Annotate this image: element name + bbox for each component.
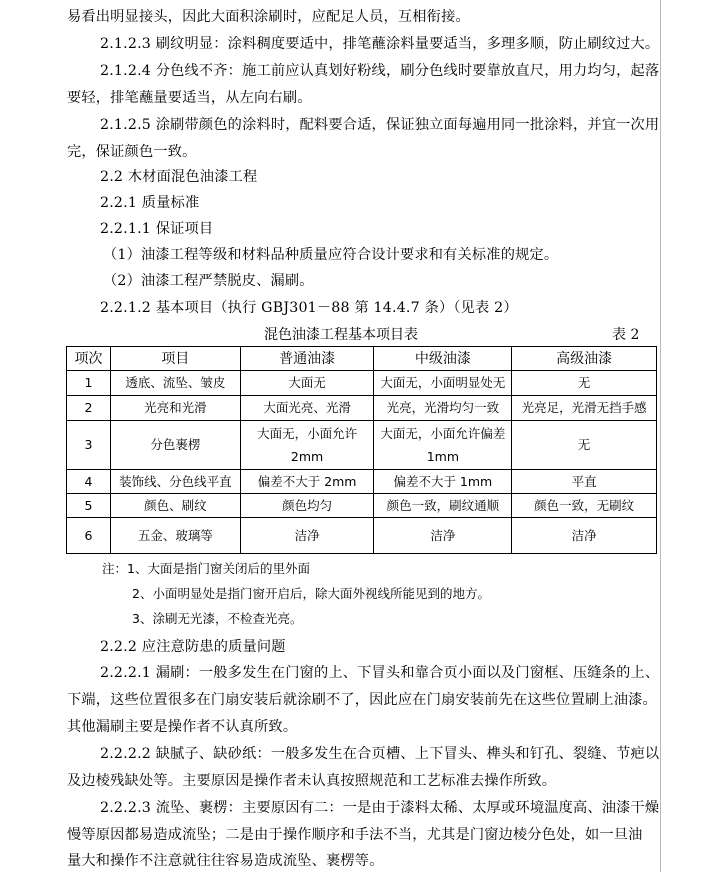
section-heading: 2.2.1.1 保证项目 bbox=[100, 221, 214, 237]
paragraph-line: 要轻，排笔蘸量要适当，从左向右刷。 bbox=[67, 90, 312, 106]
row-high: 光亮足，光滑无挡手感 bbox=[512, 396, 657, 421]
row-normal: 颜色均匀 bbox=[240, 494, 374, 518]
row-mid bbox=[374, 421, 512, 470]
paragraph-line: 其他漏刷主要是操作者不认真所致。 bbox=[67, 719, 298, 735]
row-number: 4 bbox=[67, 470, 111, 494]
table-title: 混色油漆工程基本项目表 bbox=[264, 327, 418, 343]
list-item: （2）油漆工程严禁脱皮、漏刷。 bbox=[103, 273, 314, 289]
row-mid-line: 大面无，小面允许偏差 bbox=[380, 426, 506, 441]
table-note: 3、涂刷无光漆，不检查光亮。 bbox=[132, 611, 303, 626]
paragraph-line: 2.2.2.3 流坠、裹楞：主要原因有二：一是由于漆料太稀、太厚或环境温度高、油漆干燥 bbox=[100, 800, 660, 816]
row-number: 2 bbox=[67, 396, 111, 421]
row-normal: 大面光亮、光滑 bbox=[240, 396, 374, 421]
table-note: 注：1、大面是指门窗关闭后的里外面 bbox=[102, 561, 310, 576]
row-normal: 洁净 bbox=[240, 518, 374, 554]
row-item: 分色裹楞 bbox=[110, 421, 240, 470]
table-number: 表 2 bbox=[612, 327, 640, 343]
table-header-row bbox=[67, 347, 657, 371]
list-item: （1）油漆工程等级和材料品种质量应符合设计要求和有关标准的规定。 bbox=[103, 247, 559, 263]
header-cell: 项目 bbox=[110, 347, 240, 371]
header-cell: 项次 bbox=[67, 347, 111, 371]
row-mid-line: 1mm bbox=[426, 449, 459, 464]
paragraph-line: 2.1.2.4 分色线不齐：施工前应认真划好粉线，刷分色线时要靠放直尺，用力均匀，起落 bbox=[100, 63, 660, 79]
header-cell: 中级油漆 bbox=[374, 347, 512, 371]
row-high: 无 bbox=[512, 421, 657, 470]
row-mid: 大面无，小面明显处无 bbox=[374, 371, 512, 396]
row-item: 透底、流坠、皱皮 bbox=[110, 371, 240, 396]
table-row bbox=[67, 518, 657, 554]
section-heading: 2.2.2 应注意防患的质量问题 bbox=[100, 639, 286, 655]
paragraph-line: 慢等原因都易造成流坠；二是由于操作顺序和手法不当，尤其是门窗边棱分色处，如一旦油 bbox=[67, 827, 643, 843]
table-row bbox=[67, 396, 657, 421]
paragraph-line: 易看出明显接头，因此大面积涂刷时，应配足人员，互相衔接。 bbox=[67, 9, 470, 25]
table-row bbox=[67, 470, 657, 494]
row-normal: 偏差不大于 2mm bbox=[240, 470, 374, 494]
paragraph-line: 2.2.2.1 漏刷：一般多发生在门窗的上、下冒头和靠合页小面以及门窗框、压缝条的上、 bbox=[100, 665, 660, 681]
paragraph-line: 2.1.2.3 刷纹明显：涂料稠度要适中，排笔蘸涂料量要适当，多理多顺，防止刷纹过大。 bbox=[100, 36, 660, 52]
row-number: 1 bbox=[67, 371, 111, 396]
row-high: 无 bbox=[512, 371, 657, 396]
row-high: 颜色一致，无刷纹 bbox=[512, 494, 657, 518]
row-mid: 洁净 bbox=[374, 518, 512, 554]
table-row bbox=[67, 371, 657, 396]
row-high: 洁净 bbox=[512, 518, 657, 554]
row-mid: 颜色一致，刷纹通顺 bbox=[374, 494, 512, 518]
row-high: 平直 bbox=[512, 470, 657, 494]
row-item: 颜色、刷纹 bbox=[110, 494, 240, 518]
paragraph-line: 2.1.2.5 涂刷带颜色的涂料时，配料要合适，保证独立面每遍用同一批涂料，并宜一次用 bbox=[100, 117, 660, 133]
row-normal: 大面无 bbox=[240, 371, 374, 396]
paragraph-line: 2.2.2.2 缺腻子、缺砂纸：一般多发生在合页槽、上下冒头、榫头和钉孔、裂缝、节疤以 bbox=[100, 746, 660, 762]
row-item: 五金、玻璃等 bbox=[110, 518, 240, 554]
header-cell: 普通油漆 bbox=[240, 347, 374, 371]
row-item: 光亮和光滑 bbox=[110, 396, 240, 421]
section-heading: 2.2.1 质量标准 bbox=[100, 195, 200, 211]
header-cell: 高级油漆 bbox=[512, 347, 657, 371]
row-item: 装饰线、分色线平直 bbox=[110, 470, 240, 494]
table-caption bbox=[66, 323, 660, 345]
table-note: 2、小面明显处是指门窗开启后，除大面外视线所能见到的地方。 bbox=[132, 586, 490, 601]
paragraph-line: 及边棱残缺处等。主要原因是操作者未认真按照规范和工艺标准去操作所致。 bbox=[67, 773, 557, 789]
row-normal-line: 2mm bbox=[290, 449, 324, 464]
row-normal bbox=[240, 421, 374, 470]
row-normal-line: 大面无，小面允许 bbox=[257, 426, 358, 441]
row-mid: 偏差不大于 1mm bbox=[374, 470, 512, 494]
table-row bbox=[67, 494, 657, 518]
table-row bbox=[67, 421, 657, 470]
row-number: 6 bbox=[67, 518, 111, 554]
row-mid: 光亮，光滑均匀一致 bbox=[374, 396, 512, 421]
paragraph-line: 下端，这些位置很多在门扇安装后就涂刷不了，因此应在门扇安装前先在这些位置刷上油漆。 bbox=[67, 692, 657, 708]
row-number: 5 bbox=[67, 494, 111, 518]
section-heading: 2.2 木材面混色油漆工程 bbox=[100, 169, 258, 185]
paragraph-line: 量大和操作不注意就往往容易造成流坠、裹楞等。 bbox=[67, 853, 384, 869]
quality-table bbox=[66, 346, 657, 554]
row-number: 3 bbox=[67, 421, 111, 470]
section-heading: 2.2.1.2 基本项目（执行 GBJ301－88 第 14.4.7 条）（见表 2） bbox=[100, 300, 518, 316]
paragraph-line: 完，保证颜色一致。 bbox=[67, 144, 197, 160]
